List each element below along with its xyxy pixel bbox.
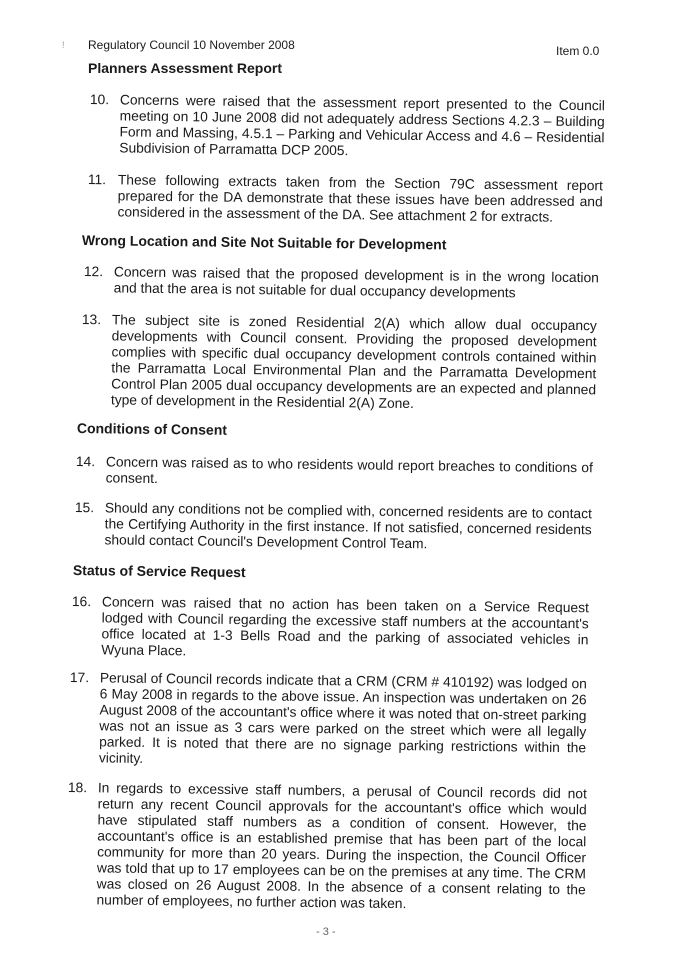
paragraph-15 — [74, 500, 597, 552]
paragraph-number: 13. — [81, 312, 102, 328]
paragraph-18 — [67, 780, 592, 912]
paragraph-number: 15. — [74, 500, 95, 516]
paragraph-number: 17. — [69, 670, 90, 686]
item-number: Item 0.0 — [556, 44, 600, 58]
paragraph-text: Concern was raised as to who residents would report breaches to conditions of consent. — [105, 454, 593, 487]
section-heading-wrong-location: Wrong Location and Site Not Suitable for Development — [81, 232, 447, 253]
paragraph-10 — [89, 92, 610, 159]
paragraph-number: 11. — [87, 172, 107, 188]
paragraph-text: In regards to excessive staff numbers, a perusal of Council records did not return any recent Council approvals for the accountant's office which would have stipulated staff numbers as a condition of consent. However, the accountant's office is an established premise that has been part of the local community for more than 20 years. During the inspection, the Council Officer was told that up to 17 employees can be on the premises at any time. The CRM was closed on 26 August 2008. In the absence of a consent relating to the number of employees, no further action was taken. — [96, 780, 587, 912]
paragraph-11 — [87, 172, 608, 225]
paragraph-number: 14. — [75, 454, 96, 470]
paragraph-text: Should any conditions not be complied with, concerned residents are to contact the Certifying Authority in the first instance. If not satisfied, concerned residents should contact Council's Development Control Team. — [104, 500, 592, 552]
paragraph-text: Concern was raised that the proposed development is in the wrong location and that the area is not suitable for dual occupancy developments — [113, 264, 599, 301]
paragraph-14 — [75, 454, 598, 487]
report-title: Planners Assessment Report — [88, 60, 282, 76]
paragraph-text: Concern was raised that no action has been taken on a Service Request lodged with Council regarding the excessive staff numbers at the accountant's office located at 1-3 Bells Road and the parking of associated vehicles in Wyuna Place. — [101, 594, 589, 659]
paragraph-number: 16. — [71, 594, 92, 610]
paragraph-text: The subject site is zoned Residential 2(A) which allow dual occupancy developments with Council consent. Providing the proposed development complies with specific dual occupancy development controls contained within the Parramatta Local Environmental Plan and the Parramatta Development Control Plan 2005 dual occupancy developments are an expected and planned type of development in the Residential 2(A) Zone. — [110, 312, 597, 412]
meeting-header: Regulatory Council 10 November 2008 — [88, 38, 295, 52]
section-heading-service-request: Status of Service Request — [72, 562, 246, 581]
paragraph-number: 10. — [89, 92, 110, 108]
paragraph-12 — [83, 264, 604, 301]
paragraph-text: Perusal of Council records indicate that a CRM (CRM # 410192) was lodged on 6 May 2008 in regards to the above issue. An inspection was undertaken on 26 August 2008 of the accountant's office where it was noted that on-street parking was not an issue as 3 cars were parked on the street which were all legally parked. It is noted that there are no signage parking restrictions within the vicinity. — [98, 670, 587, 766]
paragraph-16 — [71, 594, 594, 659]
paragraph-number: 18. — [67, 780, 88, 796]
paragraph-number: 12. — [83, 264, 104, 280]
paragraph-13 — [81, 312, 602, 412]
paragraph-text: These following extracts taken from the Section 79C assessment report prepared for the DA demonstrate that these issues have been addressed and considered in the assessment of the DA. See attachment 2 for extracts. — [117, 172, 603, 225]
paragraph-17 — [69, 670, 592, 766]
section-heading-conditions: Conditions of Consent — [76, 420, 228, 438]
margin-mark: ! — [62, 40, 65, 50]
page-number: - 3 - — [316, 926, 336, 938]
paragraph-text: Concerns were raised that the assessment report presented to the Council meeting on 10 June 2008 did not adequately address Sections 4.2.3 – Building Form and Massing, 4.5.1 – Parking and Vehicular Access and 4.6 – Residential Subdivision of Parramatta DCP 2005. — [119, 92, 605, 159]
